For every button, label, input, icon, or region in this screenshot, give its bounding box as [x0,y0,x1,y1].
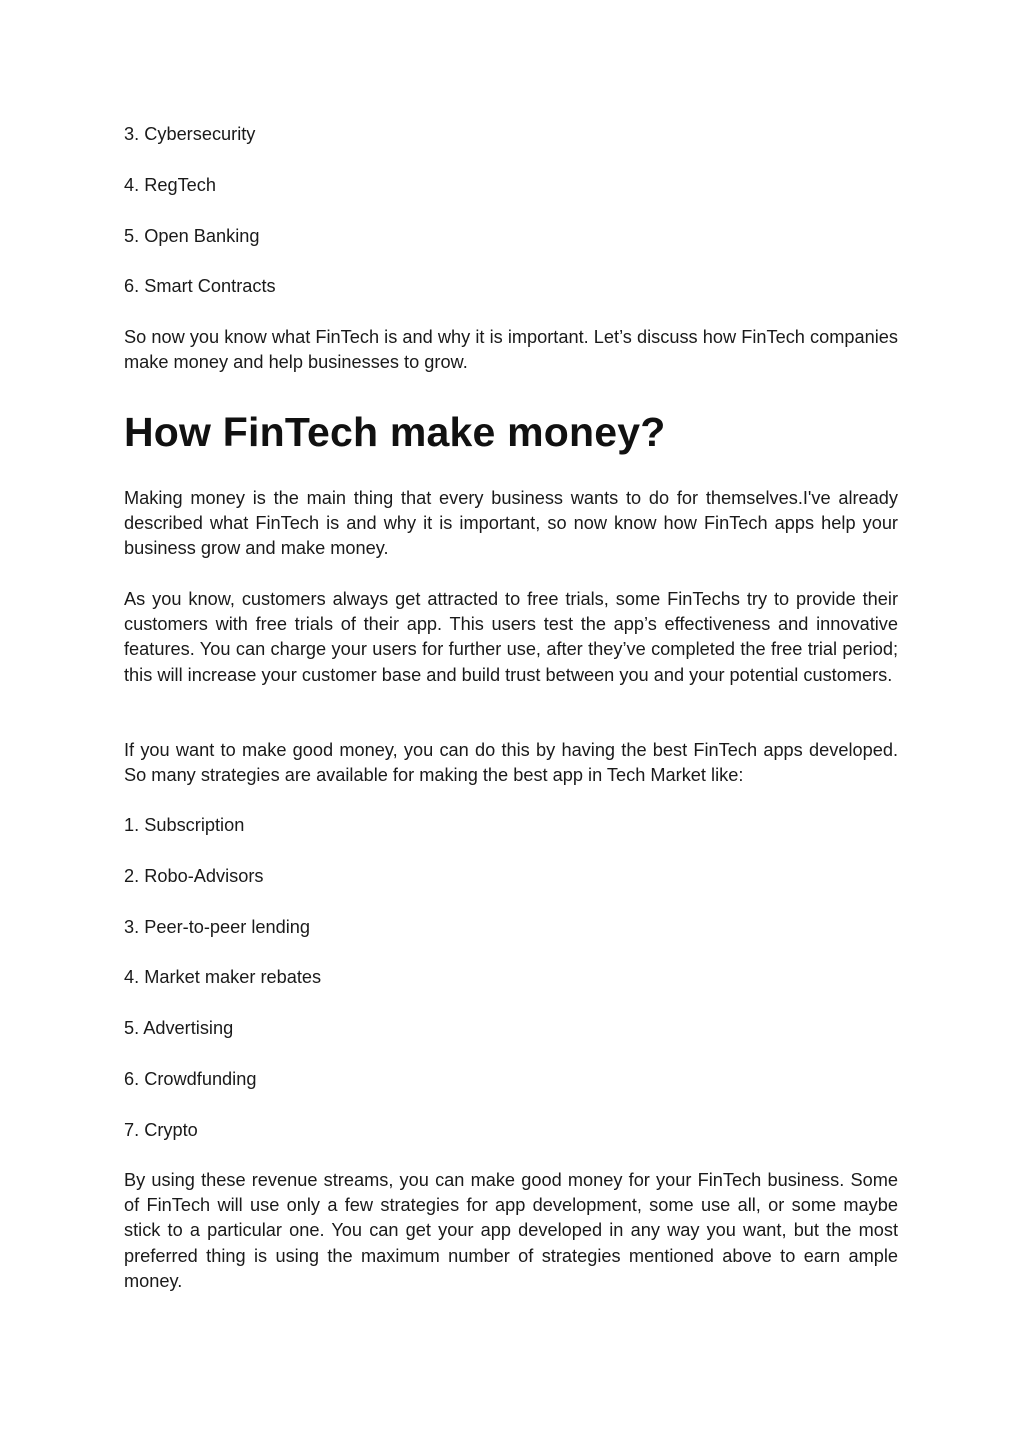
list-item: 6. Smart Contracts [124,276,276,296]
list-item: 3. Cybersecurity [124,124,256,144]
list-item: 4. RegTech [124,175,217,195]
closing-paragraph: By using these revenue streams, you can make good money for your FinTech business. Some of FinTech will use only a few strategies for app development, some use all, or some maybe stick to a particular one. You can get your app developed in any way you want, but the most preferred thing is using the maximum number of strategies mentioned above to earn ample money. [124,1170,898,1291]
body-paragraph: Making money is the main thing that every business wants to do for themselves.I've already described what FinTech is and why it is important, so now know how FinTech apps help your business grow and make money. [124,488,898,559]
intro-paragraph: So now you know what FinTech is and why it is important. Let’s discuss how FinTech companies make money and help businesses to grow. [124,327,898,373]
strategy-list-item: 6. Crowdfunding [124,1069,257,1089]
strategy-list-item: 4. Market maker rebates [124,967,322,987]
section-heading: How FinTech make money? [124,409,666,455]
strategy-list-item: 1. Subscription [124,815,245,835]
list-item: 5. Open Banking [124,226,260,246]
strategy-list-item: 5. Advertising [124,1018,234,1038]
strategy-list-item: 3. Peer-to-peer lending [124,917,311,937]
body-paragraph: As you know, customers always get attracted to free trials, some FinTechs try to provide their customers with free trials of their app. This users test the app’s effectiveness and innovative features. You can charge your users for further use, after they’ve completed the free trial period; this will increase your customer base and build trust between you and your potential customers. [124,589,898,685]
body-paragraph: If you want to make good money, you can do this by having the best FinTech apps developed. So many strategies are available for making the best app in Tech Market like: [124,740,898,786]
strategy-list-item: 7. Crypto [124,1120,198,1140]
strategy-list-item: 2. Robo-Advisors [124,866,264,886]
